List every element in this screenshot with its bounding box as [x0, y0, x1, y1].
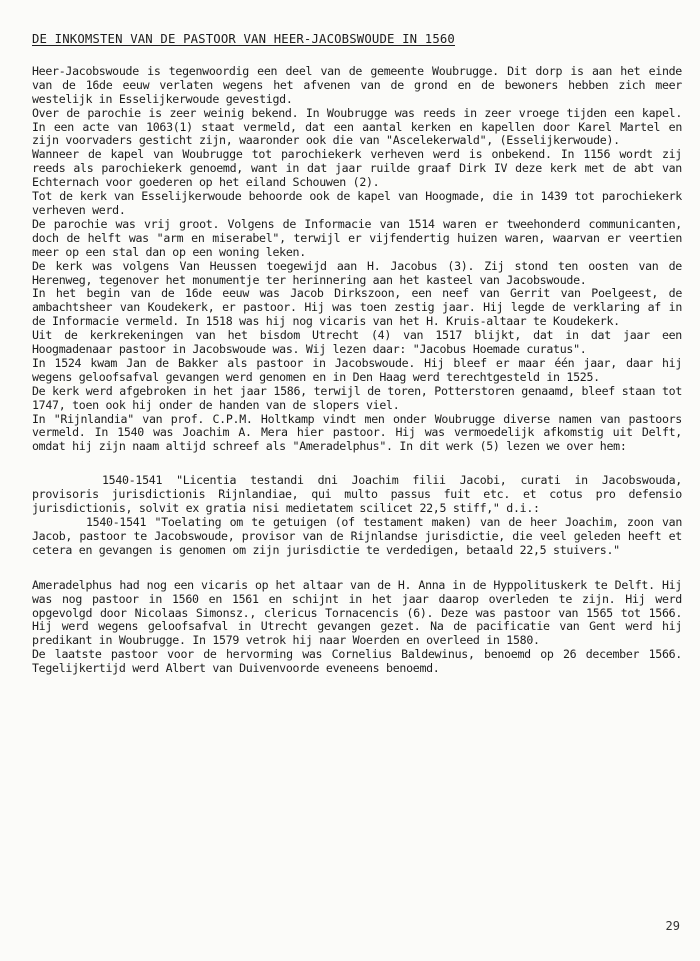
page-number: 29	[665, 919, 680, 933]
document-title: DE INKOMSTEN VAN DE PASTOOR VAN HEER-JACOBSWOUDE IN 1560	[32, 32, 455, 46]
latin-quote: 1540-1541 "Licentia testandi dni Joachim filii Jacobi, curati in Jacobswouda, provisoris jurisdictionis Rijnlandiae, qui multo passus fuit etc. et cotus pro defensio jurisdictionis, solvit ex gratia nisi medietatem scilicet 22,5 stiff," d.i.:	[32, 473, 682, 516]
paragraph-9: In 1524 kwam Jan de Bakker als pastoor in Jacobswoude. Hij bleef er maar één jaar, daar hij wegens geloofsafval gevangen werd genomen en in Den Haag werd terechtgesteld in 1525.	[32, 355, 682, 384]
paragraph-1: Heer-Jacobswoude is tegenwoordig een deel van de gemeente Woubrugge. Dit dorp is aan het einde van de 16de eeuw verlaten wegens het afvenen van de grond en de bewoners hebben zich meer westelijk in Esselijkerwoude gevestigd.	[32, 63, 682, 106]
paragraph-5: De parochie was vrij groot. Volgens de Informacie van 1514 waren er tweehonderd communicanten, doch de helft was "arm en miserabel", terwijl er vijfendertig huizen waren, waarvan er veertien meer op een stal dan op een woning leken.	[32, 216, 682, 259]
paragraph-6: De kerk was volgens Van Heussen toegewijd aan H. Jacobus (3). Zij stond ten oosten van de Herenweg, tegenover het monumentje ter herinnering aan het kasteel van Jacobswoude.	[32, 258, 682, 287]
paragraph-13: De laatste pastoor voor de hervorming was Cornelius Baldewinus, benoemd op 26 december 1566. Tegelijkertijd werd Albert van Duivenvoorde eveneens benoemd.	[32, 647, 682, 676]
paragraph-2: Over de parochie is zeer weinig bekend. In Woubrugge was reeds in zeer vroege tijden een kapel. In een acte van 1063(1) staat vermeld, dat een aantal kerken en kapellen door Karel Martel en zijn voorvaders gesticht zijn, waaronder ook die van "Ascelekerwald", (Esselijkerwoude).	[32, 105, 682, 148]
document-page	[32, 33, 682, 676]
paragraph-3: Wanneer de kapel van Woubrugge tot parochiekerk verheven werd is onbekend. In 1156 wordt zij reeds als parochiekerk genoemd, want in dat jaar ruilde graaf Dirk IV deze kerk met de abt van Echternach voor goederen op het eiland Schouwen (2).	[32, 147, 682, 190]
paragraph-11: In "Rijnlandia" van prof. C.P.M. Holtkamp vindt men onder Woubrugge diverse namen van pastoors vermeld. In 1540 was Joachim A. Mera hier pastoor. Hij was vermoedelijk afkomstig uit Delft, omdat hij zijn naam altijd schreef als "Ameradelphus". In dit werk (5) lezen we over hem:	[32, 411, 682, 454]
paragraph-12: Ameradelphus had nog een vicaris op het altaar van de H. Anna in de Hyppolituskerk te Delft. Hij was nog pastoor in 1560 en 1561 en schijnt in het jaar daarop overleden te zijn. Hij werd opgevolgd door Nicolaas Simonsz., clericus Tornacencis (6). Deze was pastoor van 1565 tot 1566. Hij werd wegens geloofsafval in Utrecht gevangen gezet. Na de pacificatie van Gent werd hij predikant in Woubrugge. In 1579 vetrok hij naar Woerden en overleed in 1580.	[32, 577, 682, 648]
paragraph-4: Tot de kerk van Esselijkerwoude behoorde ook de kapel van Hoogmade, die in 1439 tot parochiekerk verheven werd.	[32, 189, 682, 217]
paragraph-8: Uit de kerkrekeningen van het bisdom Utrecht (4) van 1517 blijkt, dat in dat jaar een Hoogmadenaar pastoor in Jacobswoude was. Wij lezen daar: "Jacobus Hoemade curatus".	[32, 328, 682, 357]
dutch-translation-quote: 1540-1541 "Toelating om te getuigen (of testament maken) van de heer Joachim, zoon van Jacob, pastoor te Jacobswoude, provisor van de Rijnlandse jurisdictie, die veel geleden heeft et cetera en gevangen is genomen om zijn jurisdictie te verdedigen, betaald 22,5 stuivers."	[32, 515, 682, 557]
paragraph-10: De kerk werd afgebroken in het jaar 1586, terwijl de toren, Potterstoren genaamd, bleef staan tot 1747, toen ook hij onder de handen van de slopers viel.	[32, 383, 682, 412]
paragraph-7: In het begin van de 16de eeuw was Jacob Dirkszoon, een neef van Gerrit van Poelgeest, de ambachtsheer van Koudekerk, er pastoor. Hij was toen zestig jaar. Hij legde de verklaring af in de Informacie vermeld. In 1518 was hij nog vicaris van het H. Kruis-altaar te Koudekerk.	[32, 286, 682, 329]
